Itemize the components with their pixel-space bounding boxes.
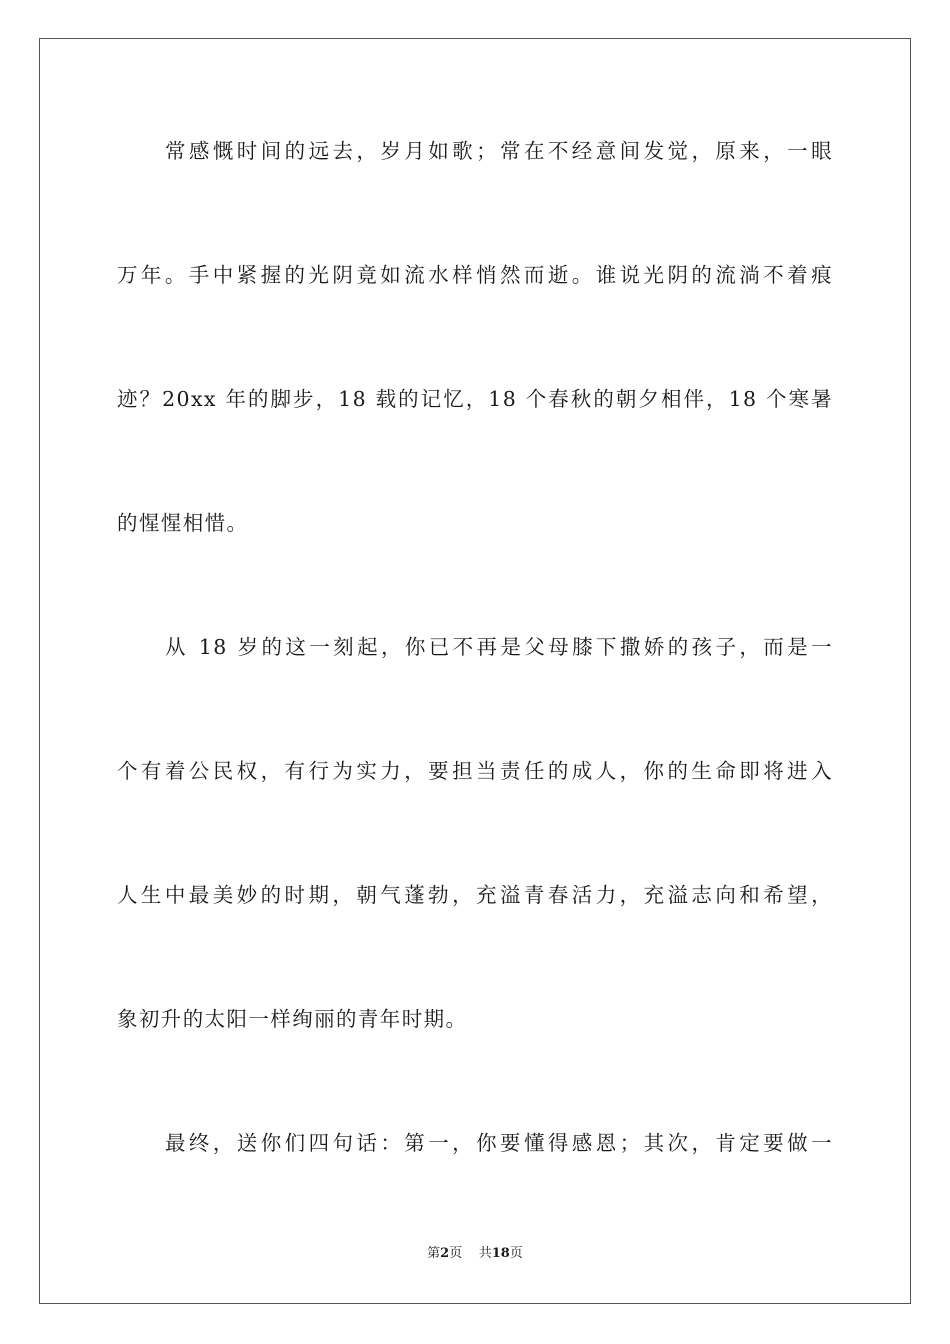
paragraph-2-line-4: 象初升的太阳一样绚丽的青年时期。	[117, 1007, 468, 1031]
page-border	[39, 38, 911, 1304]
page-number: 2	[440, 1246, 450, 1261]
paragraph-1-line-3: 迹？20xx 年的脚步，18 载的记忆，18 个春秋的朝夕相伴，18 个寒暑	[117, 387, 833, 411]
paragraph-3-line-1: 最终，送你们四句话：第一，你要懂得感恩；其次，肯定要做一	[165, 1131, 833, 1155]
total-pages: 18	[491, 1246, 510, 1261]
page-footer	[0, 1245, 950, 1263]
paragraph-2-line-1: 从 18 岁的这一刻起，你已不再是父母膝下撒娇的孩子，而是一	[165, 635, 833, 659]
total-suffix: 页	[509, 1246, 523, 1261]
page-prefix: 第	[427, 1246, 441, 1261]
total-prefix: 共	[478, 1246, 492, 1261]
paragraph-1-line-4: 的惺惺相惜。	[117, 511, 249, 535]
paragraph-1-line-2: 万年。手中紧握的光阴竟如流水样悄然而逝。谁说光阴的流淌不着痕	[117, 263, 833, 287]
paragraph-2-line-3: 人生中最美妙的时期，朝气蓬勃，充溢青春活力，充溢志向和希望，	[117, 883, 833, 907]
paragraph-1-line-1: 常感慨时间的远去，岁月如歌；常在不经意间发觉，原来，一眼	[165, 139, 833, 163]
page-suffix: 页	[449, 1246, 463, 1261]
paragraph-2-line-2: 个有着公民权，有行为实力，要担当责任的成人，你的生命即将进入	[117, 759, 833, 783]
